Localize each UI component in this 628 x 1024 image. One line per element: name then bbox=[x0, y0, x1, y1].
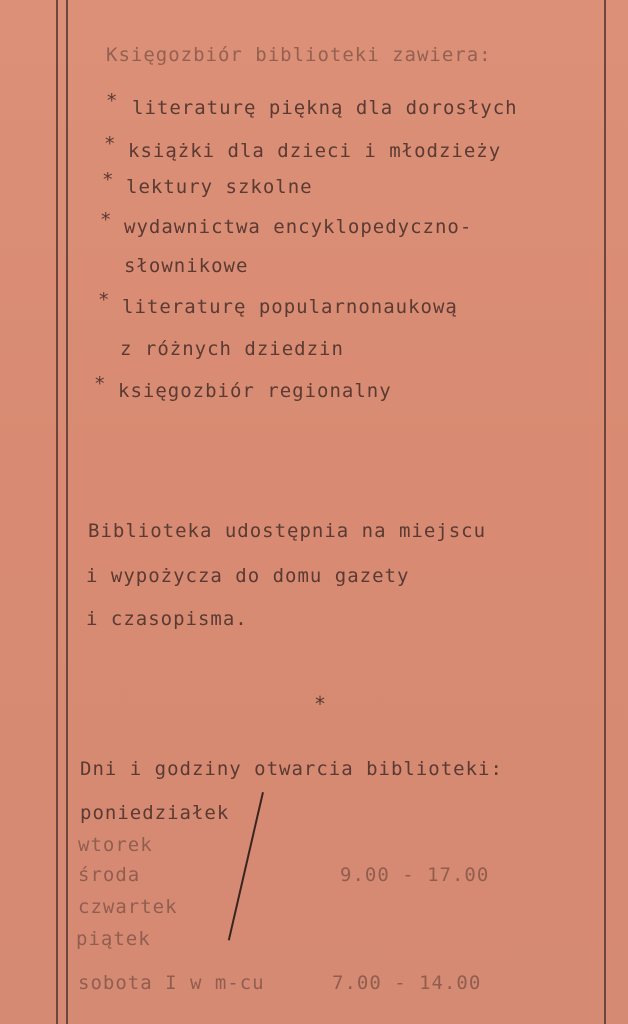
bullet-4: * bbox=[100, 209, 112, 231]
item-4-line-2: słownikowe bbox=[124, 255, 249, 277]
left-border-line bbox=[56, 0, 58, 1024]
item-5-line-2: z różnych dziedzin bbox=[120, 338, 344, 360]
weekday-friday: piątek bbox=[76, 928, 151, 950]
saturday-label: sobota I w m-cu bbox=[78, 972, 265, 994]
item-3: lektury szkolne bbox=[126, 176, 313, 198]
right-border-line bbox=[604, 0, 606, 1024]
bullet-1: * bbox=[106, 90, 118, 112]
item-2: książki dla dzieci i młodzieży bbox=[128, 140, 502, 162]
item-5-line-1: literaturę popularnonaukową bbox=[122, 296, 458, 318]
separator-star: * bbox=[314, 692, 327, 716]
paragraph-line-3: i czasopisma. bbox=[86, 608, 248, 630]
weekday-monday: poniedziałek bbox=[80, 802, 230, 824]
item-6: księgozbiór regionalny bbox=[118, 380, 392, 402]
bullet-6: * bbox=[94, 373, 106, 395]
weekday-hours: 9.00 - 17.00 bbox=[340, 864, 490, 886]
hours-title: Dni i godziny otwarcia biblioteki: bbox=[80, 758, 503, 780]
weekday-thursday: czwartek bbox=[78, 896, 178, 918]
bullet-2: * bbox=[104, 133, 116, 155]
weekday-wednesday: środa bbox=[78, 864, 141, 886]
item-1: literaturę piękną dla dorosłych bbox=[132, 97, 518, 119]
bullet-5: * bbox=[98, 289, 110, 311]
left-border-line-inner bbox=[66, 0, 68, 1024]
weekday-tuesday: wtorek bbox=[78, 834, 153, 856]
bracket-slash bbox=[228, 792, 264, 941]
paragraph-line-1: Biblioteka udostępnia na miejscu bbox=[88, 520, 487, 542]
paragraph-line-2: i wypożycza do domu gazety bbox=[86, 565, 410, 587]
bullet-3: * bbox=[102, 169, 114, 191]
item-4-line-1: wydawnictwa encyklopedyczno- bbox=[124, 216, 473, 238]
saturday-hours: 7.00 - 14.00 bbox=[332, 972, 482, 994]
collection-header: Księgozbiór biblioteki zawiera: bbox=[106, 44, 492, 66]
